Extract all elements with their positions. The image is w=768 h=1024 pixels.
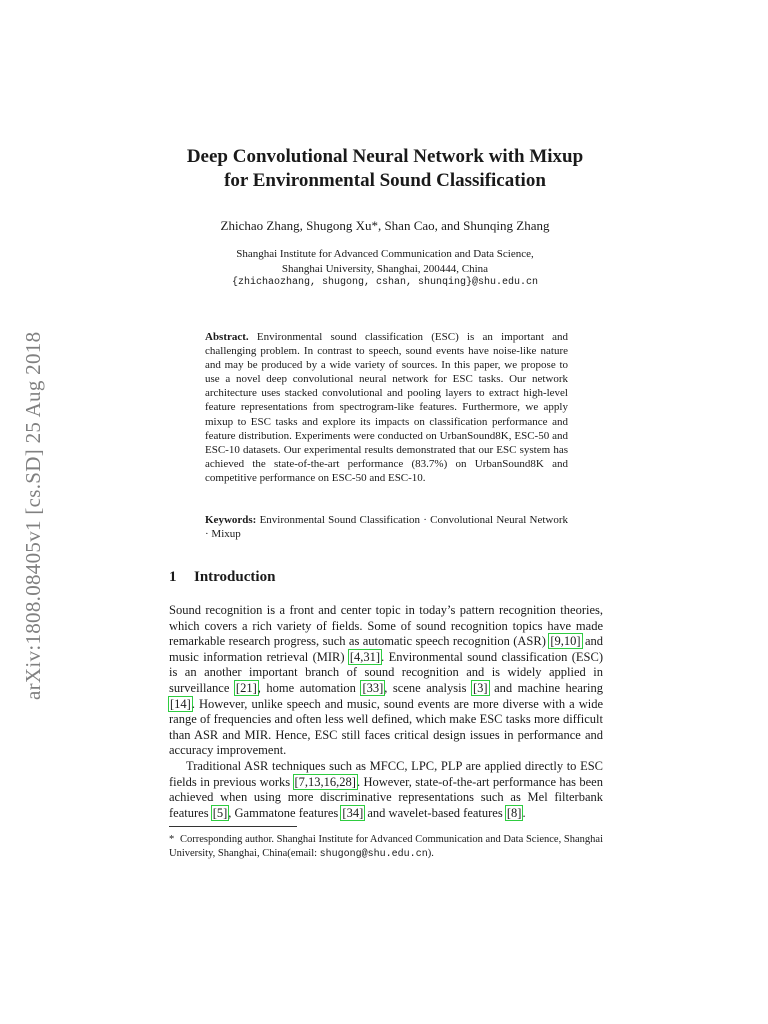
introduction-body bbox=[169, 603, 603, 821]
citation-link[interactable]: [3] bbox=[473, 680, 488, 695]
footnote-end: ). bbox=[427, 848, 434, 859]
affiliation bbox=[160, 247, 610, 291]
keywords-label: Keywords: bbox=[205, 514, 257, 526]
section-number: 1 bbox=[169, 569, 177, 585]
keywords-text: Environmental Sound Classification · Convolutional Neural Network · Mixup bbox=[205, 514, 569, 541]
text-run: and machine hearing bbox=[488, 680, 604, 695]
footnote bbox=[169, 833, 603, 862]
citation-link[interactable]: [4,31] bbox=[349, 649, 381, 664]
text-run: , scene analysis bbox=[384, 680, 472, 695]
title-line-2: for Environmental Sound Classification bbox=[224, 170, 546, 191]
abstract bbox=[205, 330, 568, 485]
footnote-mark: * bbox=[169, 834, 175, 845]
citation-link[interactable]: [34] bbox=[342, 805, 364, 820]
section-title: Introduction bbox=[194, 569, 276, 585]
author-emails: {zhichaozhang, shugong, cshan, shunqing}@shu.edu.cn bbox=[231, 277, 539, 288]
affiliation-line-2: Shanghai University, Shanghai, 200444, China bbox=[281, 262, 489, 275]
citation-link[interactable]: [5] bbox=[212, 805, 228, 820]
section-heading bbox=[169, 569, 275, 586]
text-run: . Environmental sound classification (ESC) is an another important branch of sound recognition and is widely applied in surveillance bbox=[169, 649, 603, 695]
paragraph-1 bbox=[169, 603, 603, 759]
text-run: . However, state-of-the-art performance has been achieved when using more discriminative representations such as Mel filterbank features bbox=[169, 774, 603, 820]
text-run: and wavelet-based features bbox=[364, 805, 506, 820]
text-run: and music information retrieval (MIR) bbox=[169, 634, 603, 664]
citation-link[interactable]: [21] bbox=[235, 680, 257, 695]
citation-link[interactable]: [8] bbox=[506, 805, 522, 820]
affiliation-line-1: Shanghai Institute for Advanced Communication and Data Science, bbox=[236, 248, 534, 260]
text-run: Sound recognition is a front and center topic in today’s pattern recognition theories, which covers a rich variety of fields. Some of sound recognition topics have made remarkable research progress, such as automatic speech recognition (ASR) bbox=[169, 603, 603, 649]
abstract-text: Environmental sound classification (ESC) is an important and challenging problem. In contrast to speech, sound events have noise-like nature and may be produced by a wide variety of sources. In this paper, we propose to use a novel deep convolutional neural network for ESC tasks. Our network architecture uses stacked convolutional and pooling layers to extract high-level feature representations from spectrogram-like features. Furthermore, we apply mixup to ESC tasks and explore its impacts on classification performance and feature distribution. Experiments were conducted on UrbanSound8K, ESC-50 and ESC-10 datasets. Our experimental results demonstrated that our ESC system has achieved the state-of-the-art performance (83.7%) on UrbanSound8K and competitive performance on ESC-50 and ESC-10. bbox=[205, 331, 568, 484]
paragraph-2 bbox=[169, 759, 603, 821]
citation-link[interactable]: [33] bbox=[362, 680, 384, 695]
text-run: . bbox=[522, 805, 526, 820]
footnote-email: shugong@shu.edu.cn bbox=[319, 849, 428, 860]
title-line-1: Deep Convolutional Neural Network with Mixup bbox=[186, 146, 584, 167]
footnote-text: Corresponding author. Shanghai Institute for Advanced Communication and Data Science, Shanghai University, Shanghai, China(email: bbox=[169, 834, 603, 859]
author-list: Zhichao Zhang, Shugong Xu*, Shan Cao, and Shunqing Zhang bbox=[220, 218, 550, 233]
citation-link[interactable]: [14] bbox=[170, 696, 191, 711]
footnote-divider bbox=[169, 826, 297, 827]
citation-link[interactable]: [7,13,16,28] bbox=[294, 774, 356, 789]
citation-link[interactable]: [9,10] bbox=[550, 634, 581, 649]
keywords bbox=[205, 513, 568, 541]
text-run: , Gammatone features bbox=[228, 805, 342, 820]
text-run: . However, unlike speech and music, sound events are more diverse with a wide range of frequencies and often less well defined, which make ESC tasks more difficult than ASR and MIR. Hence, ESC still faces critical design issues in performance and accuracy improvement. bbox=[169, 696, 603, 758]
text-run: Traditional ASR techniques such as MFCC, LPC, PLP are applied directly to ESC fields in previous works bbox=[169, 758, 603, 789]
text-run: , home automation bbox=[257, 680, 362, 695]
arxiv-identifier: arXiv:1808.08405v1 [cs.SD] 25 Aug 2018 bbox=[21, 331, 45, 700]
paper-title bbox=[160, 145, 610, 193]
abstract-label: Abstract. bbox=[205, 331, 249, 343]
